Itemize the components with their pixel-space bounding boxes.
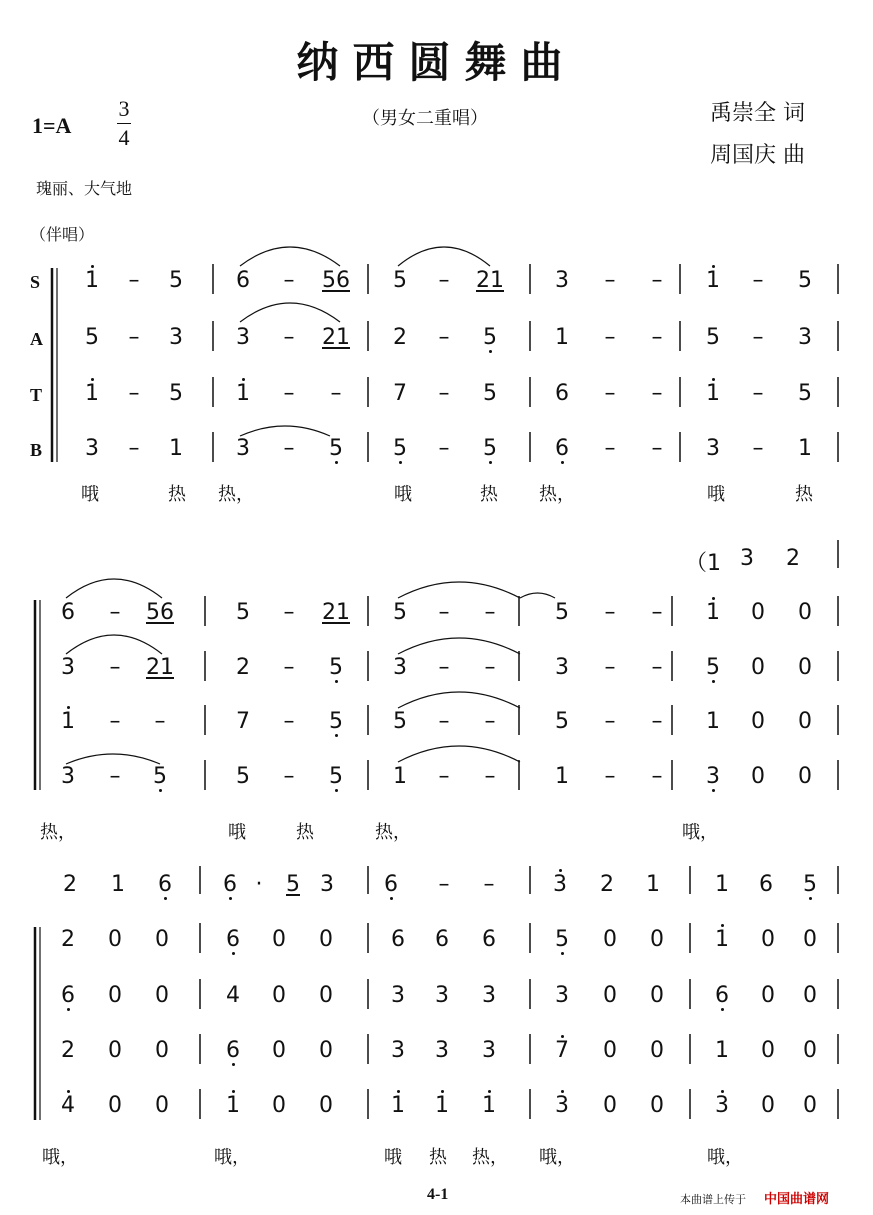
note: 21 bbox=[146, 655, 174, 680]
note: – bbox=[283, 764, 295, 789]
note: 4 bbox=[226, 983, 240, 1008]
note: 0 bbox=[319, 927, 333, 952]
melody-note: 1 bbox=[715, 872, 729, 897]
note: 0 bbox=[761, 983, 775, 1008]
note: 0 bbox=[155, 983, 169, 1008]
slur bbox=[398, 746, 520, 762]
slur bbox=[398, 692, 520, 708]
note: 1 bbox=[706, 600, 720, 625]
note: 1 bbox=[169, 436, 183, 461]
note: 5 bbox=[329, 436, 343, 461]
slur bbox=[398, 582, 520, 598]
key-signature: 1=A bbox=[32, 113, 72, 138]
note: 5 bbox=[706, 325, 720, 350]
accompaniment-label: （伴唱） bbox=[30, 225, 95, 244]
note: 3 bbox=[482, 1038, 496, 1063]
note: 1 bbox=[555, 764, 569, 789]
melody-note: 1 bbox=[646, 872, 660, 897]
melody-note: 2 bbox=[63, 872, 77, 897]
note: – bbox=[752, 268, 764, 293]
lyric-syllable: 热 bbox=[795, 484, 813, 505]
lyric-syllable: 哦， bbox=[214, 1147, 250, 1168]
note: 6 bbox=[61, 983, 75, 1008]
note: – bbox=[651, 764, 663, 789]
lyric-syllable: 哦 bbox=[707, 484, 725, 505]
lyric-syllable: 热 bbox=[480, 484, 498, 505]
note: 0 bbox=[751, 709, 765, 734]
note: 7 bbox=[555, 1038, 569, 1063]
note: – bbox=[283, 381, 295, 406]
note: – bbox=[109, 600, 121, 625]
note: – bbox=[604, 655, 616, 680]
note: 0 bbox=[761, 1093, 775, 1118]
voice-label-t: T bbox=[30, 385, 43, 405]
subtitle: （男女二重唱） bbox=[362, 108, 488, 129]
note: 1 bbox=[61, 709, 75, 734]
note: 0 bbox=[798, 764, 812, 789]
note: – bbox=[283, 655, 295, 680]
note: – bbox=[438, 381, 450, 406]
note: 3 bbox=[393, 655, 407, 680]
lyric-syllable: 热 bbox=[429, 1147, 447, 1168]
lyric-syllable: 哦， bbox=[42, 1147, 78, 1168]
note: 1 bbox=[706, 381, 720, 406]
note: 0 bbox=[803, 983, 817, 1008]
note: 0 bbox=[650, 927, 664, 952]
note: 6 bbox=[226, 1038, 240, 1063]
melody-note: 3 bbox=[553, 872, 567, 897]
note: 3 bbox=[706, 436, 720, 461]
note: 5 bbox=[555, 709, 569, 734]
note: – bbox=[283, 600, 295, 625]
note: – bbox=[109, 655, 121, 680]
note: 21 bbox=[322, 600, 350, 625]
note: 1 bbox=[236, 381, 250, 406]
note: 5 bbox=[169, 268, 183, 293]
slur bbox=[240, 303, 340, 322]
composer-credit: 周国庆 曲 bbox=[710, 143, 805, 168]
note: – bbox=[752, 436, 764, 461]
note: – bbox=[604, 709, 616, 734]
note: 0 bbox=[650, 1038, 664, 1063]
note: 3 bbox=[236, 325, 250, 350]
note: – bbox=[651, 268, 663, 293]
note: 3 bbox=[236, 436, 250, 461]
note: – bbox=[604, 381, 616, 406]
melody-note: 2 bbox=[786, 546, 800, 571]
note: 3 bbox=[555, 655, 569, 680]
lyric-syllable: 哦， bbox=[539, 1147, 575, 1168]
note: – bbox=[752, 325, 764, 350]
note: – bbox=[604, 325, 616, 350]
lyricist-credit: 禹崇全 词 bbox=[710, 101, 805, 126]
note: – bbox=[283, 709, 295, 734]
lyric-syllable: 热 bbox=[296, 822, 314, 843]
note: – bbox=[604, 600, 616, 625]
page-number: 4-1 bbox=[427, 1186, 449, 1203]
note: 5 bbox=[393, 436, 407, 461]
melody-note: 5 bbox=[286, 872, 300, 897]
note: 5 bbox=[236, 764, 250, 789]
note: 1 bbox=[435, 1093, 449, 1118]
note: 3 bbox=[715, 1093, 729, 1118]
lyric-syllable: 热， bbox=[218, 484, 254, 505]
note: 0 bbox=[155, 1038, 169, 1063]
note: 0 bbox=[803, 1038, 817, 1063]
lyric-syllable: 热 bbox=[168, 484, 186, 505]
note: 5 bbox=[555, 600, 569, 625]
note: 0 bbox=[108, 1038, 122, 1063]
note: 1 bbox=[555, 325, 569, 350]
slur bbox=[520, 593, 555, 598]
slur bbox=[66, 754, 160, 764]
note: 0 bbox=[108, 1093, 122, 1118]
time-numerator: 3 bbox=[118, 96, 130, 121]
slur bbox=[66, 635, 162, 654]
voice-label-a: A bbox=[30, 329, 43, 349]
note: 3 bbox=[391, 983, 405, 1008]
note: – bbox=[438, 436, 450, 461]
note: 0 bbox=[319, 1093, 333, 1118]
note: 7 bbox=[236, 709, 250, 734]
note: 0 bbox=[603, 1093, 617, 1118]
note: – bbox=[438, 764, 450, 789]
note: 1 bbox=[706, 709, 720, 734]
note: 0 bbox=[751, 655, 765, 680]
note: 1 bbox=[85, 381, 99, 406]
lyric-syllable: 哦 bbox=[228, 822, 246, 843]
time-denominator: 4 bbox=[118, 125, 130, 150]
note: – bbox=[283, 325, 295, 350]
lyric-syllable: 哦， bbox=[707, 1147, 743, 1168]
upload-note: 本曲谱上传于 bbox=[680, 1193, 746, 1206]
note: 3 bbox=[555, 1093, 569, 1118]
note: 0 bbox=[272, 983, 286, 1008]
note: 21 bbox=[322, 325, 350, 350]
note: 0 bbox=[803, 927, 817, 952]
note: 1 bbox=[706, 268, 720, 293]
note: 6 bbox=[435, 927, 449, 952]
note: 5 bbox=[483, 325, 497, 350]
note: 0 bbox=[319, 983, 333, 1008]
slur bbox=[240, 426, 330, 436]
note: 5 bbox=[329, 655, 343, 680]
note: – bbox=[283, 436, 295, 461]
note: 5 bbox=[85, 325, 99, 350]
note: 3 bbox=[169, 325, 183, 350]
note: – bbox=[330, 381, 342, 406]
melody-note: · bbox=[255, 872, 263, 897]
note: 0 bbox=[603, 927, 617, 952]
note: 3 bbox=[61, 655, 75, 680]
note: 3 bbox=[85, 436, 99, 461]
note: 3 bbox=[435, 983, 449, 1008]
note: 5 bbox=[236, 600, 250, 625]
note: 0 bbox=[803, 1093, 817, 1118]
note: – bbox=[128, 268, 140, 293]
note: 1 bbox=[226, 1093, 240, 1118]
note: 5 bbox=[393, 600, 407, 625]
note: – bbox=[604, 268, 616, 293]
note: 5 bbox=[393, 709, 407, 734]
note: 6 bbox=[226, 927, 240, 952]
melody-note: （1 bbox=[685, 551, 721, 576]
note: 1 bbox=[798, 436, 812, 461]
note: 1 bbox=[85, 268, 99, 293]
note: 0 bbox=[798, 600, 812, 625]
note: 5 bbox=[555, 927, 569, 952]
note: 0 bbox=[155, 927, 169, 952]
note: 0 bbox=[798, 655, 812, 680]
note: 5 bbox=[153, 764, 167, 789]
note: 1 bbox=[482, 1093, 496, 1118]
note: 5 bbox=[798, 268, 812, 293]
note: 5 bbox=[329, 764, 343, 789]
note: 5 bbox=[798, 381, 812, 406]
note: – bbox=[651, 709, 663, 734]
note: – bbox=[438, 655, 450, 680]
note: 0 bbox=[108, 927, 122, 952]
note: 6 bbox=[61, 600, 75, 625]
note: – bbox=[651, 381, 663, 406]
note: – bbox=[651, 655, 663, 680]
note: – bbox=[109, 764, 121, 789]
note: 6 bbox=[391, 927, 405, 952]
note: 0 bbox=[319, 1038, 333, 1063]
note: 6 bbox=[555, 381, 569, 406]
note: – bbox=[128, 325, 140, 350]
note: 3 bbox=[435, 1038, 449, 1063]
note: – bbox=[484, 764, 496, 789]
voice-label-b: B bbox=[30, 440, 43, 460]
note: – bbox=[752, 381, 764, 406]
lyric-syllable: 热， bbox=[472, 1147, 508, 1168]
note: 6 bbox=[482, 927, 496, 952]
note: – bbox=[438, 600, 450, 625]
melody-note: – bbox=[438, 872, 450, 897]
note: 56 bbox=[146, 600, 174, 625]
note: 0 bbox=[751, 600, 765, 625]
note: 5 bbox=[483, 436, 497, 461]
note: – bbox=[109, 709, 121, 734]
note: 1 bbox=[391, 1093, 405, 1118]
note: 5 bbox=[706, 655, 720, 680]
note: 0 bbox=[751, 764, 765, 789]
note: – bbox=[604, 436, 616, 461]
note: 0 bbox=[761, 927, 775, 952]
note: 5 bbox=[483, 381, 497, 406]
melody-note: 6 bbox=[759, 872, 773, 897]
melody-note: 1 bbox=[111, 872, 125, 897]
note: 2 bbox=[61, 1038, 75, 1063]
note: 6 bbox=[715, 983, 729, 1008]
slur bbox=[240, 247, 340, 266]
note: 56 bbox=[322, 268, 350, 293]
melody-note: 2 bbox=[600, 872, 614, 897]
melody-note: – bbox=[483, 872, 495, 897]
note: 0 bbox=[603, 1038, 617, 1063]
note: 5 bbox=[329, 709, 343, 734]
page-title: 纳西圆舞曲 bbox=[296, 38, 577, 87]
note: – bbox=[128, 436, 140, 461]
note: – bbox=[604, 764, 616, 789]
melody-note: 6 bbox=[223, 872, 237, 897]
note: – bbox=[154, 709, 166, 734]
note: 5 bbox=[393, 268, 407, 293]
note: – bbox=[128, 381, 140, 406]
note: – bbox=[484, 655, 496, 680]
note: 3 bbox=[482, 983, 496, 1008]
note: – bbox=[484, 600, 496, 625]
slur bbox=[398, 247, 490, 266]
note: 1 bbox=[715, 1038, 729, 1063]
lyric-syllable: 热， bbox=[375, 822, 411, 843]
melody-note: 3 bbox=[740, 546, 754, 571]
note: 2 bbox=[393, 325, 407, 350]
note: 3 bbox=[555, 983, 569, 1008]
note: 0 bbox=[155, 1093, 169, 1118]
note: – bbox=[651, 600, 663, 625]
slur bbox=[66, 579, 162, 598]
lyric-syllable: 哦 bbox=[384, 1147, 402, 1168]
voice-label-s: S bbox=[30, 272, 41, 292]
lyric-syllable: 热， bbox=[40, 822, 76, 843]
note: 2 bbox=[61, 927, 75, 952]
note: – bbox=[438, 709, 450, 734]
note: 0 bbox=[761, 1038, 775, 1063]
note: 3 bbox=[555, 268, 569, 293]
lyric-syllable: 哦 bbox=[81, 484, 99, 505]
melody-note: 6 bbox=[158, 872, 172, 897]
melody-note: 3 bbox=[320, 872, 334, 897]
tempo-marking: 瑰丽、大气地 bbox=[36, 179, 133, 198]
note: 1 bbox=[715, 927, 729, 952]
note: 0 bbox=[272, 1093, 286, 1118]
note: 3 bbox=[798, 325, 812, 350]
note: 6 bbox=[555, 436, 569, 461]
note: – bbox=[283, 268, 295, 293]
note: 3 bbox=[391, 1038, 405, 1063]
note: 0 bbox=[650, 1093, 664, 1118]
note: – bbox=[484, 709, 496, 734]
melody-note: 5 bbox=[803, 872, 817, 897]
note: – bbox=[651, 325, 663, 350]
note: 7 bbox=[393, 381, 407, 406]
note: 2 bbox=[236, 655, 250, 680]
lyric-syllable: 哦， bbox=[682, 822, 718, 843]
note: 3 bbox=[61, 764, 75, 789]
note: – bbox=[651, 436, 663, 461]
note: 21 bbox=[476, 268, 504, 293]
note: 6 bbox=[236, 268, 250, 293]
note: 1 bbox=[393, 764, 407, 789]
note: 0 bbox=[798, 709, 812, 734]
slur bbox=[398, 638, 520, 654]
note: 3 bbox=[706, 764, 720, 789]
note: 0 bbox=[272, 1038, 286, 1063]
melody-note: 6 bbox=[384, 872, 398, 897]
note: 0 bbox=[272, 927, 286, 952]
note: 5 bbox=[169, 381, 183, 406]
note: – bbox=[438, 268, 450, 293]
note: – bbox=[438, 325, 450, 350]
note: 0 bbox=[603, 983, 617, 1008]
lyric-syllable: 哦 bbox=[394, 484, 412, 505]
note: 0 bbox=[650, 983, 664, 1008]
note: 4 bbox=[61, 1093, 75, 1118]
lyric-syllable: 热， bbox=[539, 484, 575, 505]
brand-logo: 中国曲谱网 bbox=[764, 1192, 830, 1207]
note: 0 bbox=[108, 983, 122, 1008]
